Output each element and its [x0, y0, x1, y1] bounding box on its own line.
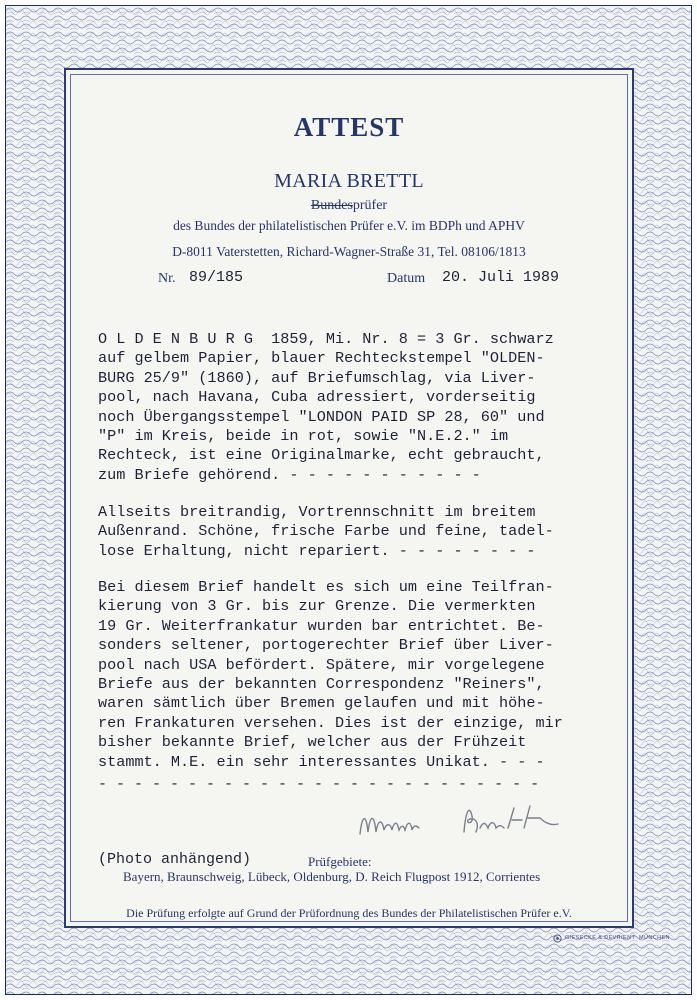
footer-note: Die Prüfung erfolgte auf Grund der Prüfordnung des Bundes der Philatelistischen Prüfer e.V. [126, 906, 572, 920]
document-title: ATTEST [293, 112, 405, 142]
dash-line: - - - - - - - - - - - - - - - - - - - - - - - - - [98, 776, 540, 793]
printer-logo-icon [553, 934, 562, 943]
examiner-role [66, 198, 632, 214]
role-text: prüfer [352, 198, 388, 213]
address-line: D-8011 Vaterstetten, Richard-Wagner-Straße 31, Tel. 08106/1813 [172, 244, 526, 259]
date-value: 20. Juli 1989 [442, 269, 560, 286]
paragraph-remarks: Bei diesem Brief handelt es sich um eine Teilfran- kierung von 3 Gr. bis zur Grenze. Die vermerkten 19 Gr. Weiterfrankatur wurden bar entrichtet. Be- sonders seltener, portogerechter Brief über Liver- pool nach USA befördert. Spätere, mir vorgelegene Briefe aus der bekannten Correspondenz "Reiners", waren sämtlich über Bremen gelaufen und mit höhe- ren Frankaturen versehen. Dies ist der einzige, mir bisher bekannte Brief, welcher aus der Frühzeit stammt. M.E. ein sehr interessantes Unikat. - - - [98, 578, 563, 771]
date-label: Datum [387, 271, 426, 286]
text-panel [64, 68, 634, 928]
organization-line: des Bundes der philatelistischen Prüfer e.V. im BDPh und APHV [173, 218, 525, 233]
certificate-sheet [5, 5, 692, 995]
number-value: 89/185 [189, 269, 244, 286]
photo-note: (Photo anhängend) [98, 851, 252, 868]
paragraph-description: O L D E N B U R G 1859, Mi. Nr. 8 = 3 Gr. schwarz auf gelbem Papier, blauer Rechteckstempel "OLDEN- BURG 25/9" (1860), auf Briefumschlag, via Liver- pool, nach Havana, Cuba adressiert, vorderseitig noch Übergangsstempel "LONDON PAID SP 28, 60" und "P" im Kreis, beide in rot, sowie "N.E.2." im Rechteck, ist eine Originalmarke, echt gebraucht, zum Briefe gehörend. - - - - - - - - - - - [98, 330, 554, 484]
signature-image [354, 798, 574, 846]
examiner-name: MARIA BRETTL [274, 170, 424, 192]
pruefgebiete-label: Prüfgebiete: [308, 854, 372, 869]
printer-imprint: GIESECKE & DEVRIENT MÜNCHEN [565, 935, 670, 941]
pruefgebiete-values: Bayern, Braunschweig, Lübeck, Oldenburg, D. Reich Flugpost 1912, Corrientes [123, 869, 541, 884]
number-label: Nr. [158, 271, 176, 286]
paragraph-condition: Allseits breitrandig, Vortrennschnitt im breitem Außenrand. Schöne, frische Farbe und feine, tadel- lose Erhaltung, nicht repariert. - - - - - - - - [98, 503, 554, 560]
role-struck-text: Bundes [310, 198, 353, 213]
